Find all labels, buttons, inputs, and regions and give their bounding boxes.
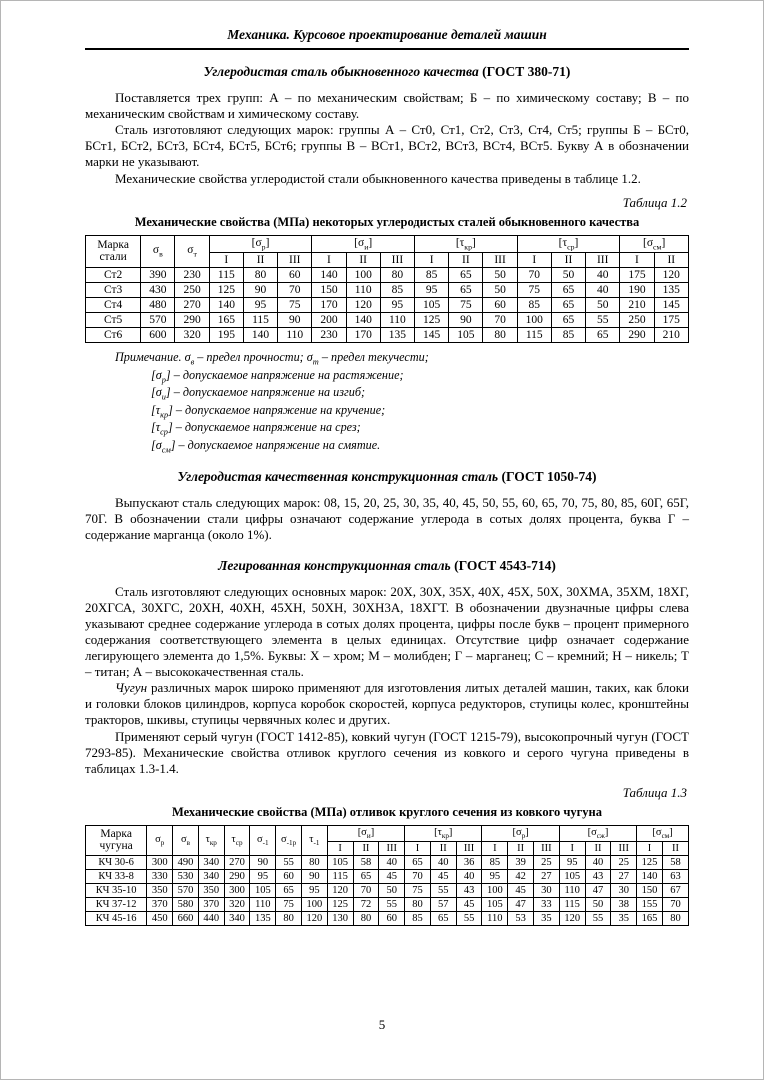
table-cell: 300 bbox=[224, 883, 250, 897]
section-heading-carbon-ordinary-steel bbox=[85, 64, 689, 80]
table-cell: 570 bbox=[141, 312, 175, 327]
table-cell: 150 bbox=[637, 883, 663, 897]
note-line: $[\sigma_{см}]$ – допускаемое напряжение на смятие. bbox=[151, 437, 381, 455]
table-cell: 70 bbox=[278, 282, 312, 297]
column-group-header: $[\sigma_{см}]$ bbox=[637, 825, 689, 841]
table-cell: 110 bbox=[278, 327, 312, 342]
table-cell: 290 bbox=[620, 327, 654, 342]
table-cell: 140 bbox=[243, 327, 277, 342]
table-cell: 110 bbox=[559, 883, 585, 897]
table-cell: 230 bbox=[175, 267, 209, 282]
table-caption: Таблица 1.2 bbox=[622, 194, 687, 210]
table-cell: 165 bbox=[209, 312, 243, 327]
table-cell: 100 bbox=[482, 883, 508, 897]
table-cell: 370 bbox=[147, 897, 173, 911]
table-cell: 110 bbox=[482, 911, 508, 925]
column-group-header: $[\sigma_и]$ bbox=[327, 825, 404, 841]
table-cell: 290 bbox=[175, 312, 209, 327]
row-label: КЧ 30-6 bbox=[86, 855, 147, 869]
table-cell: 36 bbox=[456, 855, 482, 869]
table-cell: 175 bbox=[620, 267, 654, 282]
column-subheader: II bbox=[585, 841, 611, 855]
table-cell: 40 bbox=[586, 282, 620, 297]
column-subheader: II bbox=[662, 841, 688, 855]
table-cell: 170 bbox=[312, 297, 346, 312]
table-cell: 53 bbox=[508, 911, 534, 925]
page-number: 5 bbox=[378, 1017, 386, 1032]
table-cell: 60 bbox=[483, 297, 517, 312]
table-title: Механические свойства (МПа) отливок круглого сечения из ковкого чугуна bbox=[171, 804, 602, 819]
table-cell: 195 bbox=[209, 327, 243, 342]
paragraph-text: различных марок широко применяют для изготовления литых деталей машин, таких, как блоки и головки блоков цилиндров, корпуса коробок скоростей, корпуса редукторов, ступицы колес, кронштейны тракторов, шкивы, ступицы червячных колес и других. bbox=[85, 680, 690, 728]
table-cell: 40 bbox=[379, 855, 405, 869]
table-cell: 135 bbox=[250, 911, 276, 925]
table-cell: 70 bbox=[517, 267, 551, 282]
column-subheader: III bbox=[379, 841, 405, 855]
table-cell: 100 bbox=[517, 312, 551, 327]
table-cell: 65 bbox=[551, 297, 585, 312]
table-cell: 95 bbox=[415, 282, 449, 297]
column-subheader: III bbox=[611, 841, 637, 855]
table-cell: 190 bbox=[620, 282, 654, 297]
column-subheader: I bbox=[415, 252, 449, 267]
table-cell: 90 bbox=[301, 869, 327, 883]
row-label: Ст3 bbox=[86, 282, 141, 297]
table-cell: 320 bbox=[224, 897, 250, 911]
table-cell: 580 bbox=[173, 897, 199, 911]
table-cell: 145 bbox=[415, 327, 449, 342]
table-cell: 115 bbox=[209, 267, 243, 282]
row-label: КЧ 37-12 bbox=[86, 897, 147, 911]
table-cell: 130 bbox=[327, 911, 353, 925]
paragraph: Выпускают сталь следующих марок: 08, 15, 20, 25, 30, 35, 40, 45, 50, 55, 60, 65, 70, 75, 80, 85, 60Г, 65Г, 70Г. В обозначении стали цифры означают содержание углерода в сотых долях процента, буква Г – содержание марганца (около 1%). bbox=[85, 495, 689, 543]
table-cell: 75 bbox=[517, 282, 551, 297]
column-subheader: II bbox=[654, 252, 688, 267]
table-cell: 65 bbox=[586, 327, 620, 342]
table-cell: 250 bbox=[620, 312, 654, 327]
table-cell: 58 bbox=[353, 855, 379, 869]
table-cell: 25 bbox=[611, 855, 637, 869]
table-cell: 60 bbox=[276, 869, 302, 883]
table-cell: 55 bbox=[586, 312, 620, 327]
column-subheader: II bbox=[430, 841, 456, 855]
table-cell: 440 bbox=[198, 911, 224, 925]
column-subheader: I bbox=[327, 841, 353, 855]
table-cell: 30 bbox=[534, 883, 560, 897]
table-cell: 25 bbox=[534, 855, 560, 869]
table-cell: 450 bbox=[147, 911, 173, 925]
table-cell: 80 bbox=[662, 911, 688, 925]
lead-term: Чугун bbox=[115, 680, 148, 696]
table-cell: 57 bbox=[430, 897, 456, 911]
row-label: КЧ 33-8 bbox=[86, 869, 147, 883]
table-cell: 40 bbox=[456, 869, 482, 883]
table-cell: 270 bbox=[224, 855, 250, 869]
table-cell: 80 bbox=[301, 855, 327, 869]
table-cell: 45 bbox=[508, 883, 534, 897]
table-cell: 480 bbox=[141, 297, 175, 312]
table-cell: 35 bbox=[534, 911, 560, 925]
table-note bbox=[85, 350, 689, 455]
running-header-title: Механика. Курсовое проектирование деталей машин bbox=[227, 27, 547, 42]
table-cell: 105 bbox=[482, 897, 508, 911]
column-header: $\sigma_в$ bbox=[173, 825, 199, 855]
running-header bbox=[85, 27, 689, 50]
table-cell: 42 bbox=[508, 869, 534, 883]
table-cell: 350 bbox=[147, 883, 173, 897]
table-cell: 95 bbox=[559, 855, 585, 869]
table-cell: 120 bbox=[301, 911, 327, 925]
column-group-header: $[\sigma_{см}]$ bbox=[620, 235, 689, 252]
table-cell: 50 bbox=[585, 897, 611, 911]
table-cell: 95 bbox=[380, 297, 414, 312]
section-heading-alloy-steel bbox=[85, 558, 689, 574]
note-first-line: Примечание. $\sigma_в$ – предел прочности; $\sigma_т$ – предел текучести; bbox=[115, 349, 429, 367]
row-label: КЧ 35-10 bbox=[86, 883, 147, 897]
table-cell: 115 bbox=[243, 312, 277, 327]
table-cell: 125 bbox=[209, 282, 243, 297]
paragraph: Поставляется трех групп: А – по механическим свойствам; Б – по химическому составу; В – по механическим свойствам и химическому составу. bbox=[85, 90, 689, 122]
table-cell: 40 bbox=[586, 267, 620, 282]
table-cell: 65 bbox=[430, 911, 456, 925]
table-cell: 320 bbox=[175, 327, 209, 342]
section-heading-carbon-quality-steel bbox=[85, 469, 689, 485]
table-1-3-mechanical-properties-malleable-iron bbox=[85, 825, 689, 926]
column-header: $\sigma_{-1}$ bbox=[250, 825, 276, 855]
table-cell: 45 bbox=[379, 869, 405, 883]
table-cell: 340 bbox=[198, 869, 224, 883]
column-subheader: II bbox=[508, 841, 534, 855]
table-cell: 150 bbox=[312, 282, 346, 297]
column-subheader: III bbox=[278, 252, 312, 267]
column-subheader: II bbox=[449, 252, 483, 267]
column-header: $\sigma_р$ bbox=[147, 825, 173, 855]
table-cell: 70 bbox=[483, 312, 517, 327]
table-cell: 530 bbox=[173, 869, 199, 883]
table-cell: 95 bbox=[482, 869, 508, 883]
column-subheader: II bbox=[551, 252, 585, 267]
table-cell: 430 bbox=[141, 282, 175, 297]
column-group-header: $[\sigma_и]$ bbox=[312, 235, 415, 252]
table-cell: 27 bbox=[611, 869, 637, 883]
table-cell: 125 bbox=[327, 897, 353, 911]
column-subheader: III bbox=[483, 252, 517, 267]
column-subheader: I bbox=[209, 252, 243, 267]
table-cell: 55 bbox=[456, 911, 482, 925]
table-1-2-mechanical-properties-steel bbox=[85, 235, 689, 343]
column-header: Марка чугуна bbox=[86, 825, 147, 855]
table-cell: 165 bbox=[637, 911, 663, 925]
table-cell: 390 bbox=[141, 267, 175, 282]
table-cell: 90 bbox=[449, 312, 483, 327]
table-cell: 100 bbox=[346, 267, 380, 282]
table-cell: 67 bbox=[662, 883, 688, 897]
table-cell: 110 bbox=[250, 897, 276, 911]
paragraph: Применяют серый чугун (ГОСТ 1412-85), ковкий чугун (ГОСТ 1215-79), высокопрочный чугун (ГОСТ 7293-85). Механические свойства отливок круглого сечения из ковкого и серого чугуна приведены в таблицах 1.3-1.4. bbox=[85, 728, 689, 776]
table-cell: 125 bbox=[637, 855, 663, 869]
table-row bbox=[86, 897, 689, 911]
table-cell: 75 bbox=[276, 897, 302, 911]
table-cell: 35 bbox=[611, 911, 637, 925]
column-subheader: I bbox=[312, 252, 346, 267]
paragraph: Сталь изготовляют следующих марок: группы А – Ст0, Ст1, Ст2, Ст3, Ст4, Ст5; группы Б – БСт0, БСт1, БСт2, БСт3, БСт4, БСт5, БСт6; группы В – ВСт1, ВСт2, ВСт3, ВСт4, ВСт5. Букву А в обозначении марки не указывают. bbox=[85, 122, 689, 170]
table-cell: 490 bbox=[173, 855, 199, 869]
table-cell: 105 bbox=[250, 883, 276, 897]
table-cell: 170 bbox=[346, 327, 380, 342]
table-cell: 85 bbox=[517, 297, 551, 312]
column-subheader: III bbox=[380, 252, 414, 267]
table-cell: 90 bbox=[278, 312, 312, 327]
column-header: $\tau_{ср}$ bbox=[224, 825, 250, 855]
table-cell: 115 bbox=[327, 869, 353, 883]
table-cell: 65 bbox=[276, 883, 302, 897]
table-cell: 100 bbox=[301, 897, 327, 911]
column-subheader: III bbox=[586, 252, 620, 267]
table-row bbox=[86, 282, 689, 297]
table-cell: 50 bbox=[551, 267, 585, 282]
table-cell: 85 bbox=[405, 911, 431, 925]
table-cell: 50 bbox=[483, 282, 517, 297]
table-cell: 55 bbox=[276, 855, 302, 869]
table-cell: 200 bbox=[312, 312, 346, 327]
table-cell: 47 bbox=[508, 897, 534, 911]
row-label: Ст5 bbox=[86, 312, 141, 327]
table-cell: 120 bbox=[654, 267, 688, 282]
table-cell: 80 bbox=[405, 897, 431, 911]
table-cell: 55 bbox=[430, 883, 456, 897]
column-subheader: I bbox=[517, 252, 551, 267]
table-cell: 72 bbox=[353, 897, 379, 911]
table-cell: 70 bbox=[405, 869, 431, 883]
table-cell: 340 bbox=[224, 911, 250, 925]
column-group-header: $[\sigma_{сж}]$ bbox=[559, 825, 636, 841]
table-cell: 38 bbox=[611, 897, 637, 911]
heading-text: Легированная конструкционная сталь bbox=[218, 557, 451, 573]
table-cell: 115 bbox=[517, 327, 551, 342]
heading-gost: (ГОСТ 1050-74) bbox=[501, 469, 597, 485]
heading-gost: (ГОСТ 380-71) bbox=[482, 64, 571, 79]
table-cell: 90 bbox=[250, 855, 276, 869]
table-cell: 210 bbox=[620, 297, 654, 312]
column-subheader: I bbox=[482, 841, 508, 855]
table-cell: 270 bbox=[175, 297, 209, 312]
table-cell: 300 bbox=[147, 855, 173, 869]
table-cell: 570 bbox=[173, 883, 199, 897]
table-cell: 80 bbox=[353, 911, 379, 925]
table-row bbox=[86, 869, 689, 883]
table-cell: 110 bbox=[346, 282, 380, 297]
table-cell: 50 bbox=[379, 883, 405, 897]
column-group-header: $[\tau_{кр}]$ bbox=[405, 825, 482, 841]
table-cell: 120 bbox=[327, 883, 353, 897]
table-caption: Таблица 1.3 bbox=[622, 784, 687, 800]
column-header: $\sigma_в$ bbox=[141, 235, 175, 267]
table-cell: 65 bbox=[449, 267, 483, 282]
table-cell: 135 bbox=[380, 327, 414, 342]
table-cell: 85 bbox=[380, 282, 414, 297]
table-cell: 120 bbox=[346, 297, 380, 312]
note-line: $[\sigma_р]$ – допускаемое напряжение на растяжение; bbox=[151, 367, 404, 384]
table-cell: 65 bbox=[551, 282, 585, 297]
heading-text: Углеродистая сталь обыкновенного качества bbox=[203, 64, 479, 79]
table-cell: 70 bbox=[353, 883, 379, 897]
table-cell: 290 bbox=[224, 869, 250, 883]
table-cell: 120 bbox=[559, 911, 585, 925]
table-cell: 60 bbox=[278, 267, 312, 282]
table-cell: 370 bbox=[198, 897, 224, 911]
table-cell: 125 bbox=[415, 312, 449, 327]
column-header: $\sigma_т$ bbox=[175, 235, 209, 267]
table-row bbox=[86, 911, 689, 925]
table-cell: 55 bbox=[379, 897, 405, 911]
column-group-header: $[\sigma_р]$ bbox=[209, 235, 312, 252]
column-group-header: $[\tau_{ср}]$ bbox=[517, 235, 620, 252]
table-row bbox=[86, 312, 689, 327]
table-cell: 140 bbox=[209, 297, 243, 312]
heading-text: Углеродистая качественная конструкционная сталь bbox=[177, 469, 499, 485]
table-cell: 65 bbox=[353, 869, 379, 883]
table-cell: 210 bbox=[654, 327, 688, 342]
table-cell: 250 bbox=[175, 282, 209, 297]
table-cell: 230 bbox=[312, 327, 346, 342]
column-subheader: I bbox=[637, 841, 663, 855]
table-cell: 65 bbox=[405, 855, 431, 869]
paragraph bbox=[85, 680, 689, 728]
table-cell: 63 bbox=[662, 869, 688, 883]
table-cell: 85 bbox=[415, 267, 449, 282]
table-cell: 140 bbox=[637, 869, 663, 883]
table-cell: 65 bbox=[449, 282, 483, 297]
row-label: КЧ 45-16 bbox=[86, 911, 147, 925]
table-cell: 135 bbox=[654, 282, 688, 297]
table-cell: 39 bbox=[508, 855, 534, 869]
table-cell: 43 bbox=[585, 869, 611, 883]
table-cell: 95 bbox=[301, 883, 327, 897]
row-label: Ст2 bbox=[86, 267, 141, 282]
table-row bbox=[86, 883, 689, 897]
column-subheader: II bbox=[346, 252, 380, 267]
table-cell: 75 bbox=[278, 297, 312, 312]
column-header: $\tau_{-1}$ bbox=[301, 825, 327, 855]
column-group-header: $[\tau_{кр}]$ bbox=[415, 235, 518, 252]
column-subheader: III bbox=[534, 841, 560, 855]
table-cell: 80 bbox=[276, 911, 302, 925]
table-cell: 110 bbox=[380, 312, 414, 327]
column-group-header: $[\sigma_р]$ bbox=[482, 825, 559, 841]
note-line: $[\tau_{ср}]$ – допускаемое напряжение на срез; bbox=[151, 420, 361, 437]
table-cell: 45 bbox=[456, 897, 482, 911]
table-cell: 140 bbox=[312, 267, 346, 282]
note-lines bbox=[85, 368, 689, 456]
table-cell: 105 bbox=[327, 855, 353, 869]
table-cell: 43 bbox=[456, 883, 482, 897]
row-label: Ст6 bbox=[86, 327, 141, 342]
table-cell: 95 bbox=[250, 869, 276, 883]
table-cell: 85 bbox=[551, 327, 585, 342]
heading-gost: (ГОСТ 4543-714) bbox=[454, 557, 556, 573]
table-cell: 40 bbox=[585, 855, 611, 869]
paragraph: Механические свойства углеродистой стали обыкновенного качества приведены в таблице 1.2. bbox=[115, 170, 641, 186]
column-subheader: II bbox=[353, 841, 379, 855]
table-cell: 660 bbox=[173, 911, 199, 925]
column-subheader: III bbox=[456, 841, 482, 855]
column-header: Марка стали bbox=[86, 235, 141, 267]
table-cell: 95 bbox=[243, 297, 277, 312]
table-row bbox=[86, 855, 689, 869]
table-cell: 80 bbox=[243, 267, 277, 282]
table-cell: 60 bbox=[379, 911, 405, 925]
table-cell: 155 bbox=[637, 897, 663, 911]
note-line: $[\tau_{кр}]$ – допускаемое напряжение на кручение; bbox=[151, 402, 386, 420]
table-cell: 85 bbox=[482, 855, 508, 869]
table-cell: 30 bbox=[611, 883, 637, 897]
table-cell: 80 bbox=[380, 267, 414, 282]
column-subheader: I bbox=[405, 841, 431, 855]
table-cell: 115 bbox=[559, 897, 585, 911]
table-cell: 27 bbox=[534, 869, 560, 883]
table-cell: 105 bbox=[559, 869, 585, 883]
column-subheader: I bbox=[620, 252, 654, 267]
table-cell: 50 bbox=[483, 267, 517, 282]
table-cell: 55 bbox=[585, 911, 611, 925]
table-cell: 175 bbox=[654, 312, 688, 327]
table-cell: 50 bbox=[586, 297, 620, 312]
table-cell: 350 bbox=[198, 883, 224, 897]
table-row bbox=[86, 297, 689, 312]
column-subheader: II bbox=[243, 252, 277, 267]
table-cell: 75 bbox=[449, 297, 483, 312]
table-cell: 65 bbox=[551, 312, 585, 327]
table-cell: 600 bbox=[141, 327, 175, 342]
table-cell: 105 bbox=[415, 297, 449, 312]
table-cell: 70 bbox=[662, 897, 688, 911]
table-row bbox=[86, 327, 689, 342]
table-cell: 40 bbox=[430, 855, 456, 869]
table-cell: 58 bbox=[662, 855, 688, 869]
table-cell: 47 bbox=[585, 883, 611, 897]
table-cell: 105 bbox=[449, 327, 483, 342]
table-cell: 330 bbox=[147, 869, 173, 883]
table-row bbox=[86, 267, 689, 282]
table-cell: 340 bbox=[198, 855, 224, 869]
column-subheader: I bbox=[559, 841, 585, 855]
table-cell: 45 bbox=[430, 869, 456, 883]
column-header: $\tau_{кр}$ bbox=[198, 825, 224, 855]
table-cell: 140 bbox=[346, 312, 380, 327]
table-title: Механические свойства (МПа) некоторых углеродистых сталей обыкновенного качества bbox=[134, 214, 640, 229]
paragraph: Сталь изготовляют следующих основных марок: 20Х, 30Х, 35Х, 40Х, 45Х, 50Х, 30ХМА, 35ХМ, 18ХГ, 20ХГСА, 30ХГС, 20ХН, 40ХН, 45ХН, 50ХН, 30ХН3А, 18ХГТ. В обозначении двузначные цифры слева указывают среднее содержание углерода в сотых долях процента, цифры после букв – процент примерного содержания соответствующего элемента в целых единицах. Отсутствие цифр означает содержание легирующего элемента до 1,5%. Буквы: Х – хром; М – молибден; Г – марганец; С – кремний; Н – никель; Т – титан; А – высококачественная сталь. bbox=[85, 583, 689, 680]
table-cell: 90 bbox=[243, 282, 277, 297]
table-cell: 145 bbox=[654, 297, 688, 312]
table-cell: 80 bbox=[483, 327, 517, 342]
column-header: $\sigma_{-1р}$ bbox=[276, 825, 302, 855]
note-line: $[\sigma_и]$ – допускаемое напряжение на изгиб; bbox=[151, 385, 366, 402]
table-cell: 75 bbox=[405, 883, 431, 897]
table-cell: 33 bbox=[534, 897, 560, 911]
row-label: Ст4 bbox=[86, 297, 141, 312]
